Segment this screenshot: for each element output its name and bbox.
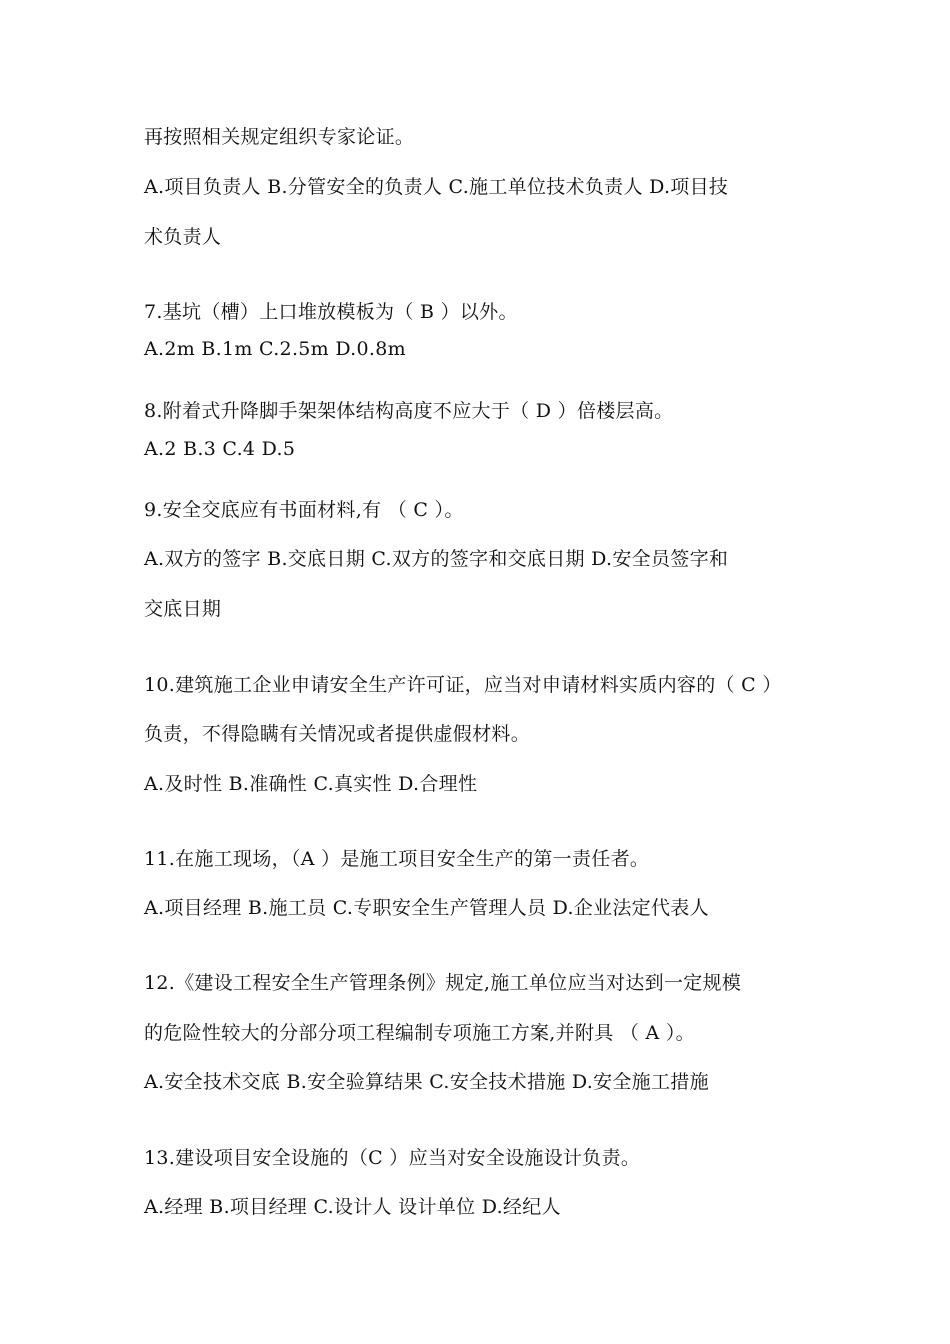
q9-question: 9.安全交底应有书面材料,有 （ C ）。	[144, 499, 464, 521]
q9-options: A.双方的签字 B.交底日期 C.双方的签字和交底日期 D.安全员签字和	[144, 548, 729, 570]
q6-question-continuation: 再按照相关规定组织专家论证。	[144, 126, 415, 148]
q10-options: A.及时性 B.准确性 C.真实性 D.合理性	[144, 773, 478, 795]
q12-options: A.安全技术交底 B.安全验算结果 C.安全技术措施 D.安全施工措施	[144, 1071, 709, 1093]
q11-question: 11.在施工现场，（A ）是施工项目安全生产的第一责任者。	[144, 848, 650, 870]
q9-options-continuation: 交底日期	[144, 598, 222, 620]
q6-options-continuation: 术负责人	[144, 226, 222, 248]
q13-options: A.经理 B.项目经理 C.设计人 设计单位 D.经纪人	[144, 1196, 561, 1218]
q7-options: A.2m B.1m C.2.5m D.0.8m	[144, 338, 406, 360]
q7-question: 7.基坑（槽）上口堆放模板为（ B ）以外。	[144, 301, 518, 323]
q11-options: A.项目经理 B.施工员 C.专职安全生产管理人员 D.企业法定代表人	[144, 897, 709, 919]
q8-options: A.2 B.3 C.4 D.5	[144, 438, 296, 460]
q12-question: 12.《建设工程安全生产管理条例》规定,施工单位应当对达到一定规模	[144, 972, 742, 994]
q12-question-continuation: 的危险性较大的分部分项工程编制专项施工方案,并附具 （ A ）。	[144, 1022, 695, 1044]
q6-options: A.项目负责人 B.分管安全的负责人 C.施工单位技术负责人 D.项目技	[144, 176, 729, 198]
q8-question: 8.附着式升降脚手架架体结构高度不应大于（ D ）倍楼层高。	[144, 400, 674, 422]
q13-question: 13.建设项目安全设施的（C ）应当对安全设施设计负责。	[144, 1147, 641, 1169]
q10-question: 10.建筑施工企业申请安全生产许可证，应当对申请材料实质内容的（ C ）	[144, 674, 782, 696]
q10-question-continuation: 负责，不得隐瞒有关情况或者提供虚假材料。	[144, 723, 531, 745]
